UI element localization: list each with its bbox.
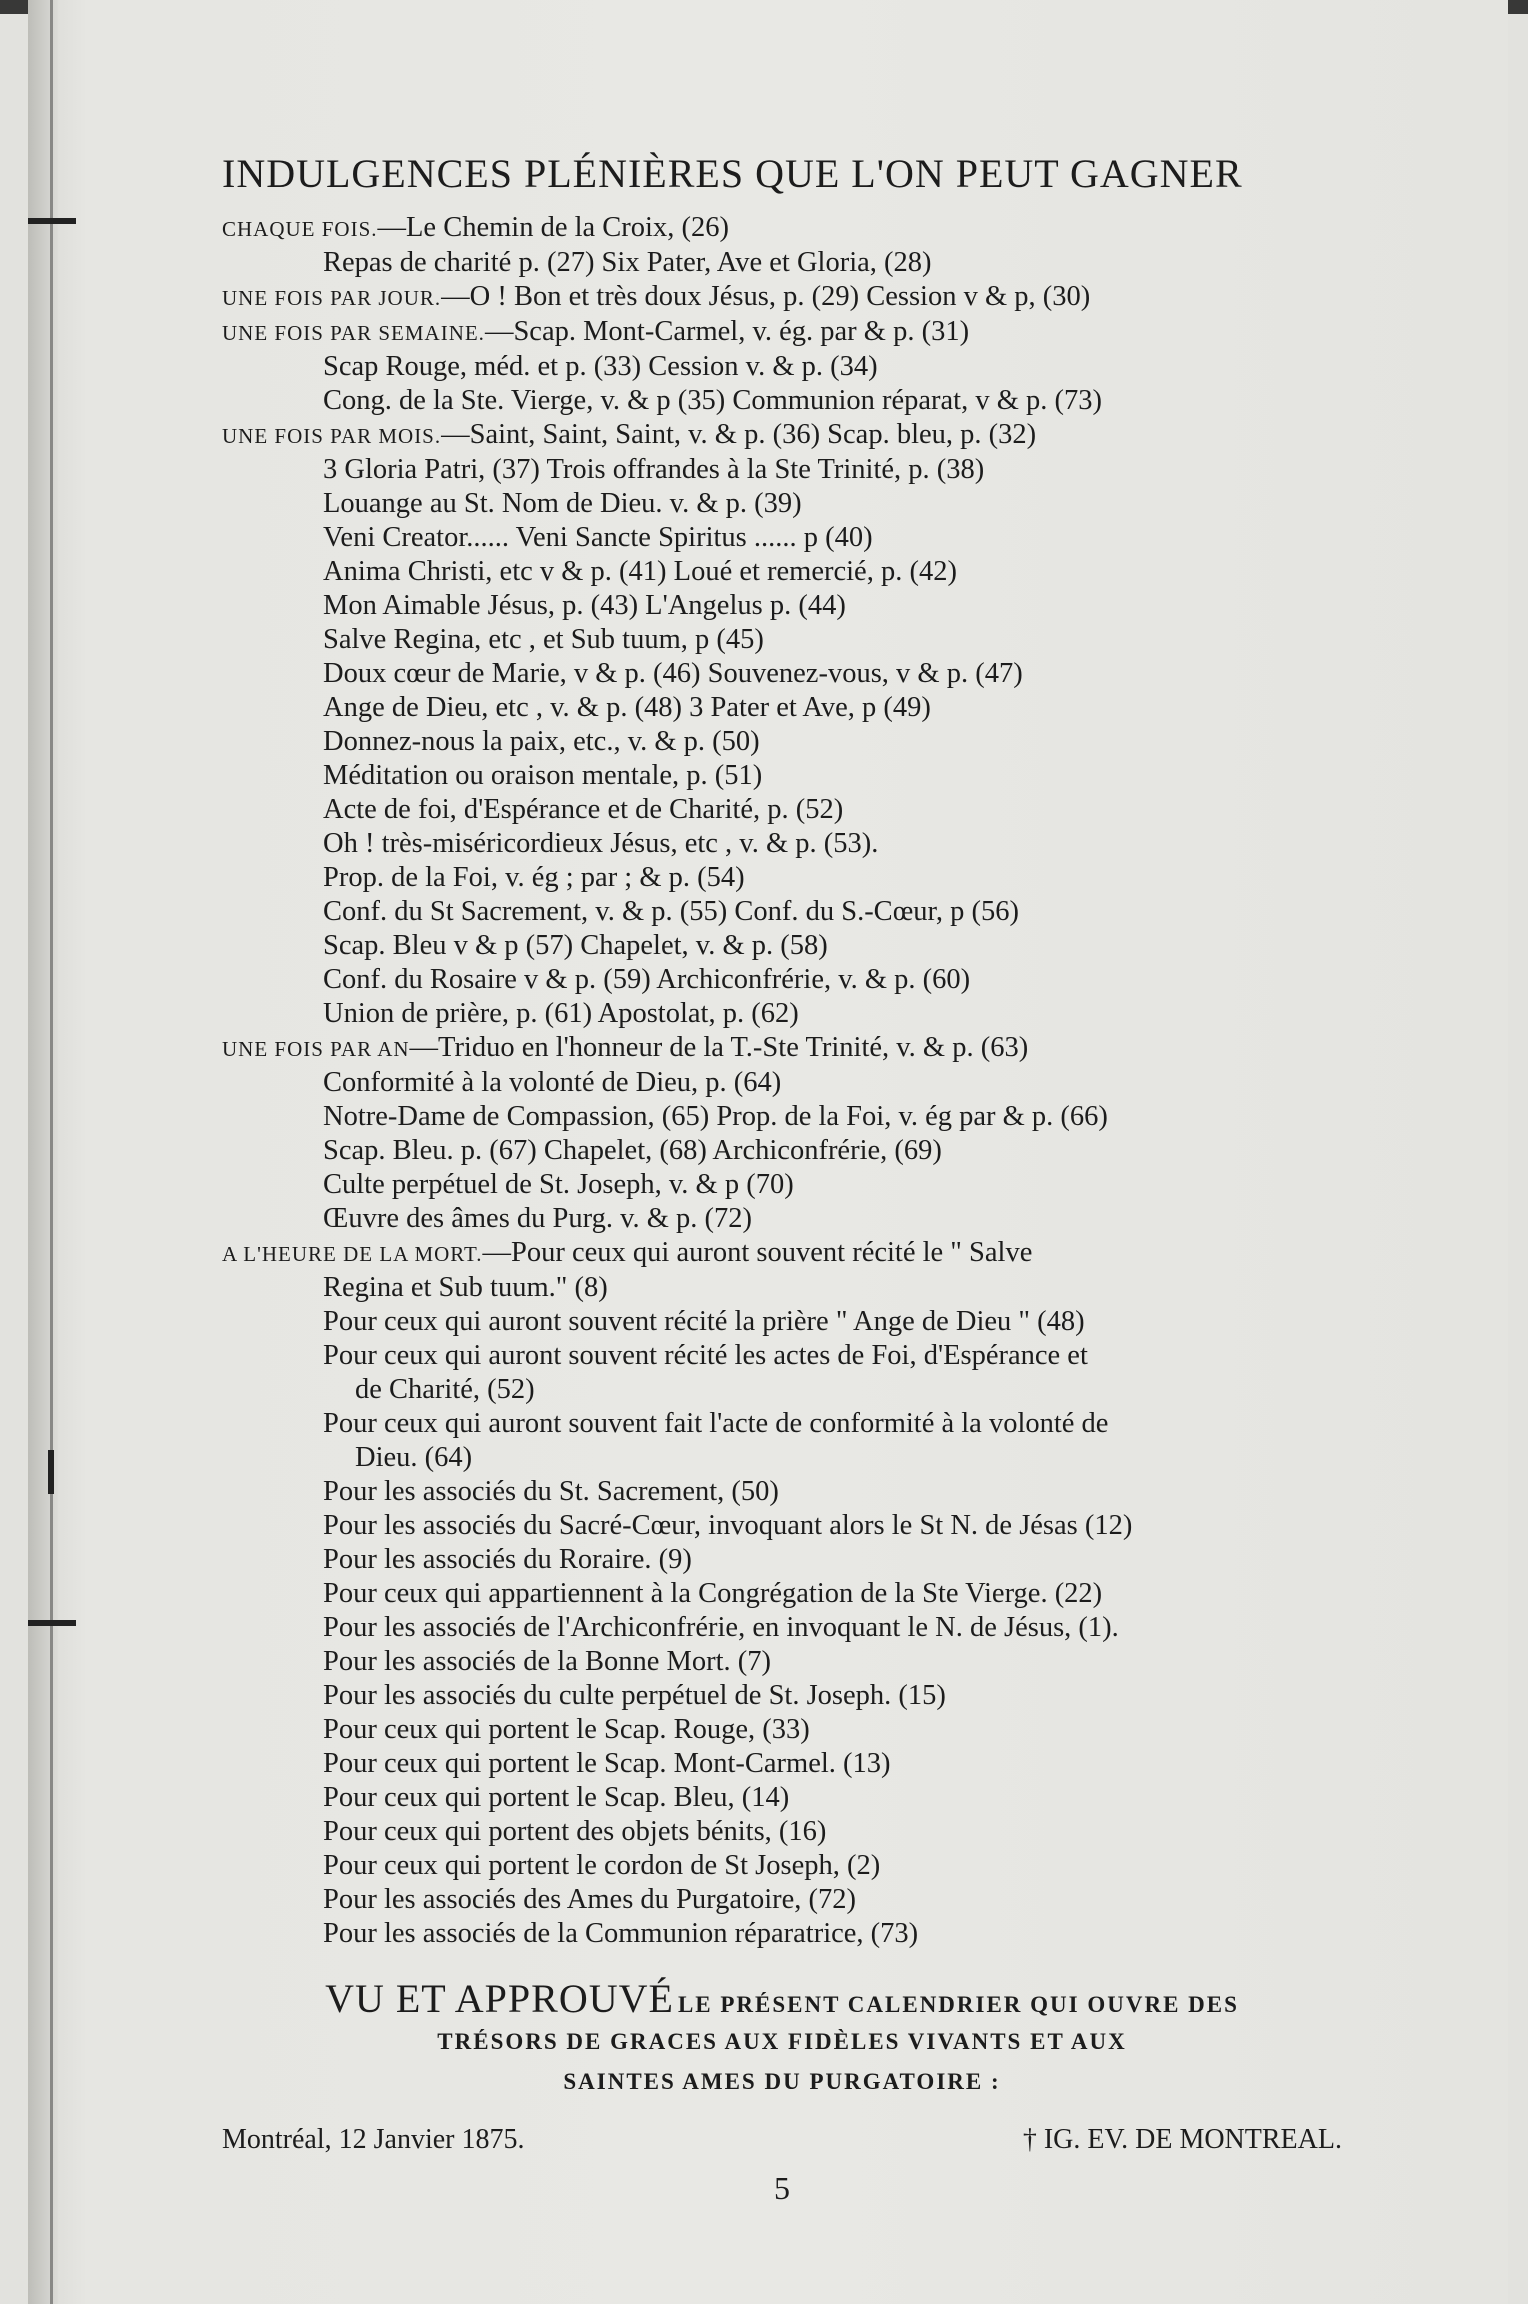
entry-text: —Pour ceux qui auront souvent récité le " Salve [482,1237,1033,1268]
entry-text: Pour ceux qui portent le Scap. Mont-Carmel. (13) [323,1748,891,1779]
entry-text: Conf. du St Sacrement, v. & p. (55) Conf. du S.-Cœur, p (56) [323,896,1019,927]
place-date: Montréal, 12 Janvier 1875. [222,2124,525,2155]
binding-stitch [28,218,76,224]
entry-line [222,1168,1342,1202]
entry-line [222,555,1342,589]
section-line [222,280,1342,315]
entry-text: Culte perpétuel de St. Joseph, v. & p (70) [323,1169,794,1200]
entry-text: —Le Chemin de la Croix, (26) [377,212,729,243]
entry-text: Scap. Bleu v & p (57) Chapelet, v. & p. (58) [323,930,828,961]
entry-line [222,1781,1342,1815]
entry-text: Pour ceux qui portent le Scap. Bleu, (14) [323,1782,790,1813]
entry-text: Pour ceux qui portent le cordon de St Joseph, (2) [323,1850,881,1881]
entry-line [222,350,1342,384]
section-line [222,211,1342,246]
entry-line [222,1305,1342,1339]
entry-line [222,1271,1342,1305]
entry-text: Repas de charité p. (27) Six Pater, Ave et Gloria, (28) [323,247,932,278]
entry-text: Méditation ou oraison mentale, p. (51) [323,760,763,791]
page-number: 5 [774,2170,790,2206]
section-line [222,315,1342,350]
entry-text: Pour les associés du St. Sacrement, (50) [323,1476,779,1507]
entry-line [222,1611,1342,1645]
entry-text: —Triduo en l'honneur de la T.-Ste Trinité, v. & p. (63) [409,1032,1029,1063]
entry-text: Conf. du Rosaire v & p. (59) Archiconfrérie, v. & p. (60) [323,964,971,995]
entry-line [222,1747,1342,1781]
entry-line [222,895,1342,929]
entry-text: —Scap. Mont-Carmel, v. ég. par & p. (31) [484,316,970,347]
binding-stitch [48,1450,54,1494]
entry-text: Œuvre des âmes du Purg. v. & p. (72) [323,1203,753,1234]
entry-text: Pour ceux qui auront souvent récité les actes de Foi, d'Espérance et [323,1340,1088,1371]
entry-line [222,453,1342,487]
entry-line [222,1815,1342,1849]
entry-text: Pour ceux qui appartiennent à la Congrégation de la Ste Vierge. (22) [323,1578,1103,1609]
approval-text-1: LE PRÉSENT CALENDRIER QUI OUVRE DES [677,1992,1239,2017]
entry-line [222,1100,1342,1134]
entry-text: Scap Rouge, méd. et p. (33) Cession v. & p. (34) [323,351,878,382]
entry-line [222,1849,1342,1883]
entry-line [222,1134,1342,1168]
entry-text: Conformité à la volonté de Dieu, p. (64) [323,1067,782,1098]
entry-text: Oh ! très-miséricordieux Jésus, etc , v. & p. (53). [323,828,879,859]
entry-text: Notre-Dame de Compassion, (65) Prop. de la Foi, v. ég par & p. (66) [323,1101,1108,1132]
entry-text: Pour les associés du Sacré-Cœur, invoquant alors le St N. de Jésas (12) [323,1510,1133,1541]
entry-line [222,929,1342,963]
entry-text: Prop. de la Foi, v. ég ; par ; & p. (54) [323,862,745,893]
entry-text: Dieu. (64) [355,1442,473,1473]
entry-text: Pour les associés des Ames du Purgatoire, (72) [323,1884,856,1915]
entry-text: Union de prière, p. (61) Apostolat, p. (62) [323,998,799,1029]
entry-text: Mon Aimable Jésus, p. (43) L'Angelus p. (44) [323,590,846,621]
entry-line [222,1883,1342,1917]
spine-line [50,0,53,2304]
section-heading: A L'HEURE DE LA MORT. [222,1242,483,1266]
entry-line [222,997,1342,1031]
section-heading: UNE FOIS PAR SEMAINE. [222,321,485,345]
indulgence-list [222,211,1342,1951]
entry-line [222,793,1342,827]
entry-text: Regina et Sub tuum." (8) [323,1272,608,1303]
entry-text: Louange au St. Nom de Dieu. v. & p. (39) [323,488,802,519]
section-line [222,1031,1342,1066]
entry-text: Salve Regina, etc , et Sub tuum, p (45) [323,624,764,655]
entry-line [222,1577,1342,1611]
approval-block [222,1975,1342,2022]
approval-heading: VU ET APPROUVÉ [325,1976,674,2021]
entry-line [222,1407,1342,1441]
entry-line [222,1679,1342,1713]
entry-text: de Charité, (52) [355,1374,535,1405]
section-heading: UNE FOIS PAR JOUR. [222,286,442,310]
entry-line [222,589,1342,623]
entry-text: Pour les associés de l'Archiconfrérie, en invoquant le N. de Jésus, (1). [323,1612,1119,1643]
entry-line [222,1475,1342,1509]
section-heading: CHAQUE FOIS. [222,217,378,241]
entry-text: Scap. Bleu. p. (67) Chapelet, (68) Archiconfrérie, (69) [323,1135,942,1166]
entry-text: Anima Christi, etc v & p. (41) Loué et remercié, p. (42) [323,556,957,587]
entry-text: Veni Creator...... Veni Sancte Spiritus ...... p (40) [323,522,873,553]
entry-line [222,963,1342,997]
entry-text: 3 Gloria Patri, (37) Trois offrandes à la Ste Trinité, p. (38) [323,454,985,485]
approval-text-2: TRÉSORS DE GRACES AUX FIDÈLES VIVANTS ET AUX [437,2029,1127,2054]
entry-text: —O ! Bon et très doux Jésus, p. (29) Cession v & p, (30) [441,281,1091,312]
section-heading: UNE FOIS PAR MOIS. [222,424,442,448]
entry-line [222,487,1342,521]
entry-line [222,827,1342,861]
entry-line [222,1373,1342,1407]
section-line [222,1236,1342,1271]
entry-line [222,1339,1342,1373]
entry-text: Ange de Dieu, etc , v. & p. (48) 3 Pater et Ave, p (49) [323,692,931,723]
signature-line [222,2124,1342,2156]
book-spine [28,0,58,2304]
entry-line [222,725,1342,759]
section-heading: UNE FOIS PAR AN [222,1037,410,1061]
entry-text: Pour les associés du culte perpétuel de St. Joseph. (15) [323,1680,946,1711]
document-body [222,150,1342,2207]
entry-text: —Saint, Saint, Saint, v. & p. (36) Scap. bleu, p. (32) [441,419,1037,450]
entry-text: Doux cœur de Marie, v & p. (46) Souvenez-vous, v & p. (47) [323,658,1023,689]
entry-line [222,521,1342,555]
binding-stitch [28,1620,76,1626]
page-title: INDULGENCES PLÉNIÈRES QUE L'ON PEUT GAGNER [222,151,1243,196]
entry-text: Pour les associés de la Bonne Mort. (7) [323,1646,771,1677]
entry-line [222,691,1342,725]
entry-line [222,384,1342,418]
entry-line [222,1202,1342,1236]
entry-text: Pour ceux qui portent des objets bénits, (16) [323,1816,827,1847]
entry-text: Pour ceux qui portent le Scap. Rouge, (33) [323,1714,810,1745]
entry-line [222,759,1342,793]
entry-line [222,1543,1342,1577]
entry-line [222,246,1342,280]
approval-text-3: SAINTES AMES DU PURGATOIRE : [563,2069,1001,2094]
entry-line [222,1509,1342,1543]
entry-text: Pour ceux qui auront souvent récité la prière " Ange de Dieu " (48) [323,1306,1085,1337]
entry-line [222,1066,1342,1100]
entry-text: Pour ceux qui auront souvent fait l'acte de conformité à la volonté de [323,1408,1109,1439]
entry-text: Donnez-nous la paix, etc., v. & p. (50) [323,726,760,757]
entry-line [222,1441,1342,1475]
entry-text: Cong. de la Ste. Vierge, v. & p (35) Communion réparat, v & p. (73) [323,385,1103,416]
entry-text: Acte de foi, d'Espérance et de Charité, p. (52) [323,794,844,825]
entry-line [222,1917,1342,1951]
entry-line [222,861,1342,895]
signer: † IG. EV. DE MONTREAL. [1022,2124,1342,2155]
entry-line [222,623,1342,657]
entry-text: Pour les associés du Roraire. (9) [323,1544,692,1575]
entry-text: Pour les associés de la Communion réparatrice, (73) [323,1918,919,1949]
entry-line [222,1713,1342,1747]
section-line [222,418,1342,453]
entry-line [222,657,1342,691]
entry-line [222,1645,1342,1679]
